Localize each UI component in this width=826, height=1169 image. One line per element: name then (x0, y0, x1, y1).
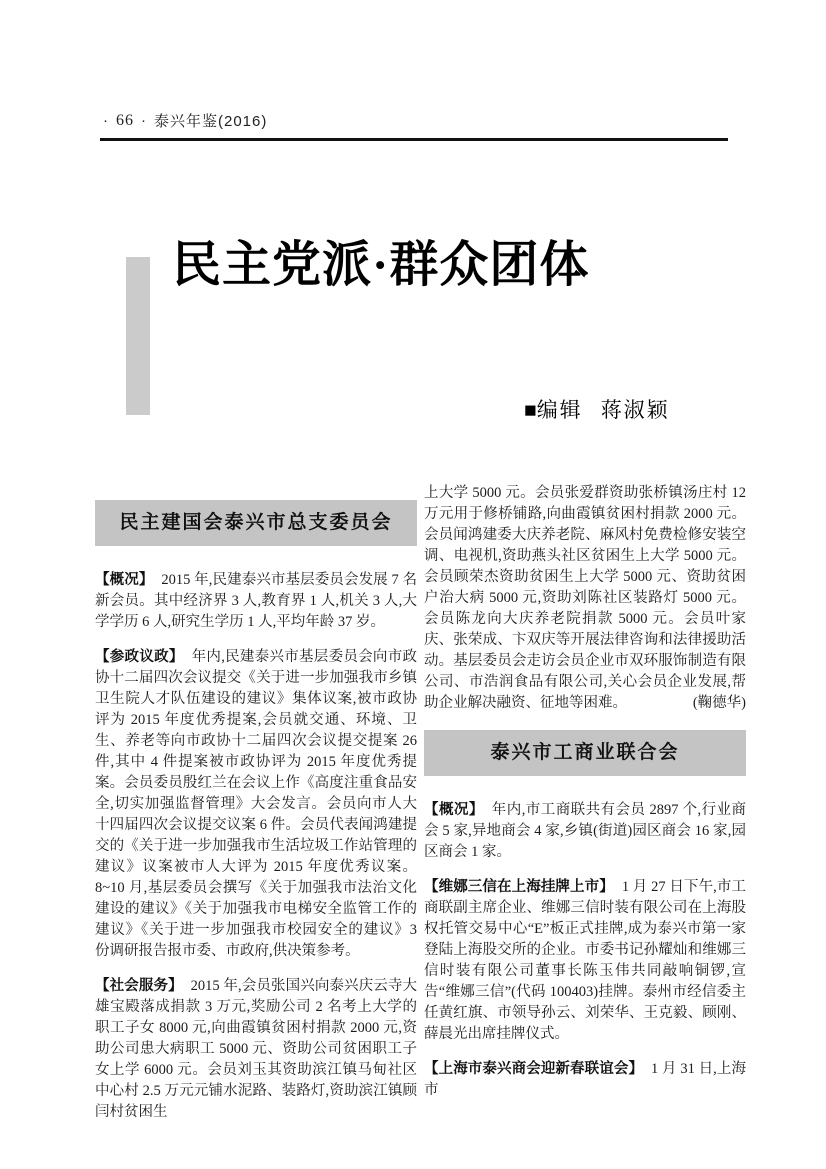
paragraph-overview (95, 570, 417, 633)
editor-line (524, 394, 670, 424)
header-rule (100, 138, 728, 141)
paragraph-label: 【概况】 (95, 572, 154, 588)
paragraph-text: 2015 年,民建泰兴市基层委员会发展 7 名新会员。其中经济界 3 人,教育界 1 人,机关 3 人,大学学历 6 人,研究生学历 1 人,平均年龄 37 岁。 (95, 572, 418, 630)
page-number: 66 (116, 111, 134, 129)
paragraph-overview-2 (424, 800, 746, 863)
paragraph-label: 【参政议政】 (95, 649, 184, 665)
author-signature: (鞠德华) (692, 695, 746, 711)
book-title: 泰兴年鉴(2016) (154, 113, 268, 130)
editor-label: 编辑 (536, 398, 583, 422)
paragraph-text: 2015 年,会员张国兴向泰兴庆云寺大雄宝殿落成捐款 3 万元,奖励公司 2 名考上大学的职工子女 8000 元,向曲霞镇贫困村捐款 2000 元,资助公司患大病职工 5000 元、资助公司贫困职工子女上学 6000 元。会员刘玉其资助滨江镇马甸社区中心村 2.5 万元元铺水泥路、装路灯,资助滨江镇顾闫村贫困生 (95, 978, 418, 1120)
running-head (103, 110, 267, 131)
square-bullet-icon: ■ (524, 398, 537, 422)
paragraph-label: 【社会服务】 (95, 978, 183, 994)
chapter-title: 民主党派·群众团体 (172, 237, 590, 292)
paragraph-social-service (95, 976, 417, 1123)
section-header-minjian: 民主建国会泰兴市总支委员会 (95, 500, 417, 546)
separator-dot: · (103, 112, 109, 129)
left-column (95, 500, 417, 1123)
right-column (424, 483, 746, 1101)
paragraph-politics (95, 647, 417, 962)
separator-dot: · (141, 112, 147, 129)
paragraph-label: 【上海市泰兴商会迎新春联谊会】 (424, 1061, 644, 1077)
paragraph-shanghai-gala (424, 1059, 746, 1101)
paragraph-label: 【概况】 (424, 802, 484, 818)
paragraph-text: 1 月 27 日下午,市工商联副主席企业、维娜三信时装有限公司在上海股权托管交易中心“E”板正式挂牌,成为泰兴市第一家登陆上海股交所的企业。市委书记孙耀灿和维娜三信时装有限公司董事长陈玉伟共同敲响铜锣,宣告“维娜三信”(代码 100403)挂牌。泰州市经信委主任黄红旗、市领导孙云、刘荣华、王克毅、顾刚、薛晨光出席挂牌仪式。 (424, 879, 747, 1042)
title-accent-bar (126, 257, 150, 415)
paragraph-continuation (424, 483, 746, 714)
paragraph-text: 年内,市工商联共有会员 2897 个,行业商会 5 家,异地商会 4 家,乡镇(街道)园区商会 16 家,园区商会 1 家。 (424, 802, 747, 860)
editor-name: 蒋淑颖 (600, 398, 670, 422)
paragraph-text: 1 月 31 日,上海市 (424, 1061, 747, 1098)
section-header-gongshanglian: 泰兴市工商业联合会 (424, 730, 746, 776)
paragraph-text: 上大学 5000 元。会员张爱群资助张桥镇汤庄村 12 万元用于修桥铺路,向曲霞镇贫困村捐款 2000 元。会员闻鸿建委大庆养老院、麻风村免费检修安装空调、电视机,资助燕头社区贫困生上大学 5000 元。会员顾荣杰资助贫困生上大学 5000 元、资助贫困户治大病 5000 元,资助刘陈社区装路灯 5000 元。会员陈龙向大庆养老院捐款 5000 元。会员叶家庆、张荣成、卞双庆等开展法律咨询和法律援助活动。基层委员会走访会员企业市双环服饰制造有限公司、市浩润食品有限公司,关心会员企业发展,帮助企业解决融资、征地等困难。 (424, 485, 746, 711)
paragraph-text: 年内,民建泰兴市基层委员会向市政协十二届四次会议提交《关于进一步加强我市乡镇卫生院人才队伍建设的建议》集体议案,被市政协评为 2015 年度优秀提案,会员就交通、环境、卫生、养老等向市政协十二届四次会议提交提案 26 件,其中 4 件提案被市政协评为 2015 年度优秀提案。会员委员殷红兰在会议上作《高度注重食品安全,切实加强监督管理》大会发言。会员向市人大十四届四次会议提交议案 6 件。会员代表闻鸿建提交的《关于进一步加强我市生活垃圾工作站管理的建议》议案被市人大评为 2015 年度优秀议案。8~10 月,基层委员会撰写《关于加强我市法治文化建设的建议》《关于加强我市电梯安全监管工作的建议》《关于进一步加强我市校园安全的建议》3 份调研报告报市委、市政府,供决策参考。 (95, 649, 417, 959)
paragraph-label: 【维娜三信在上海挂牌上市】 (424, 879, 614, 895)
paragraph-weina-listing (424, 877, 746, 1045)
